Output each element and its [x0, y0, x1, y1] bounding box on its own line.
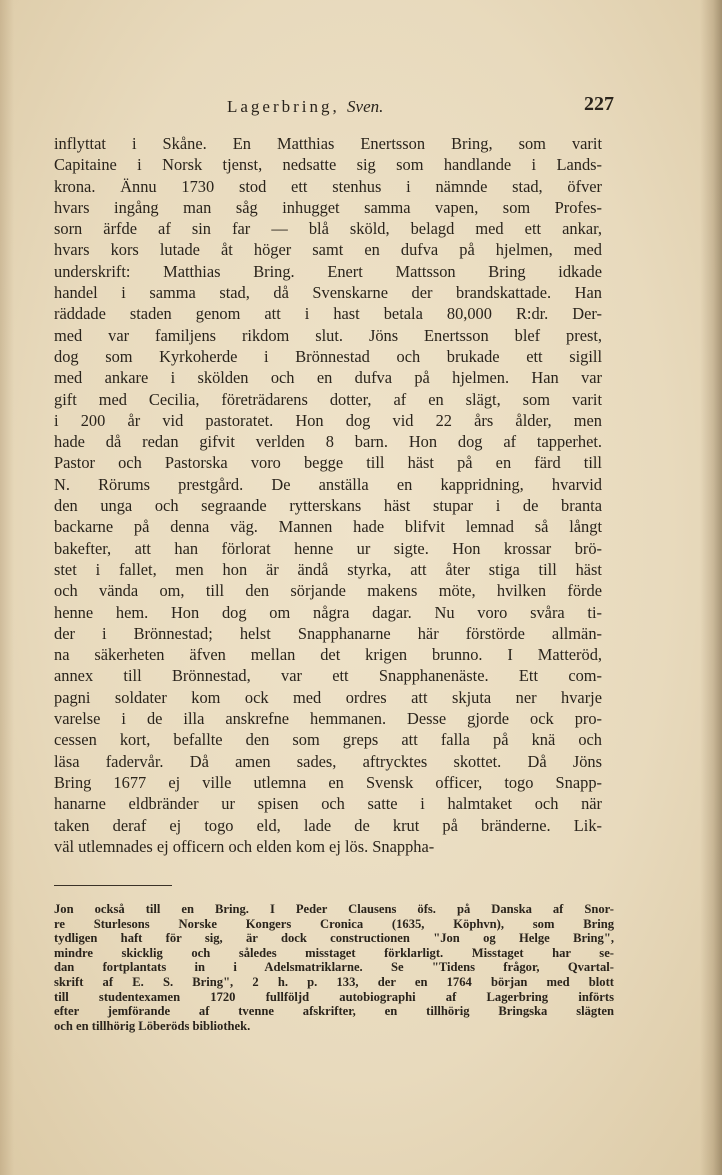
running-title-place: Sven. [347, 97, 384, 116]
text-line: med var familjens rikdom slut. Jöns Enertsson blef prest, [54, 325, 602, 345]
text-line: krona. Ännu 1730 stod ett stenhus i nämnde stad, öfver [54, 176, 602, 196]
text-line: dog som Kyrkoherde i Brönnestad och brukade ett sigill [54, 346, 602, 366]
text-line: pagni soldater kom ock med ordres att skjuta ner hvarje [54, 687, 602, 707]
running-title-name: Lagerbring, [227, 97, 340, 116]
footnote-line: dan fortplantats in i Adelsmatriklarne. Se "Tidens frågor, Qvartal- [54, 960, 614, 975]
text-line: annex till Brönnestad, var ett Snapphanenäste. Ett com- [54, 666, 602, 686]
text-line: taken deraf ej togo eld, lade de krut på bränderne. Lik- [54, 815, 602, 835]
text-line: hade då redan gifvit verlden 8 barn. Hon dog af tapperhet. [54, 432, 602, 452]
text-line: sorn ärfde af sin far — blå sköld, belagd med ett ankar, [54, 219, 602, 239]
footnote-line: och en tillhörig Löberöds bibliothek. [54, 1018, 251, 1033]
footnote-rule [54, 885, 172, 886]
text-line: na säkerheten äfven mellan det krigen brunno. I Matteröd, [54, 645, 602, 665]
text-line: Bring 1677 ej ville utlemna en Svensk officer, togo Snapp- [54, 772, 602, 792]
text-line: bakefter, att han förlorat henne ur sigte. Hon krossar brö- [54, 538, 602, 558]
footnote-line: Jon också till en Bring. I Peder Clausens öfs. på Danska af Snor- [54, 902, 614, 916]
text-line: inflyttat i Skåne. En Matthias Enertsson Bring, som varit [54, 134, 602, 153]
text-line: Pastor och Pastorska voro begge till häst på en färd till [54, 453, 602, 473]
footnote [54, 902, 614, 1033]
text-line: och vända om, till den sörjande makens möte, hvilken förde [54, 581, 602, 601]
text-line: hanarne eldbränder ur spisen och satte i halmtaket och när [54, 794, 602, 814]
text-line: i 200 år vid pastoratet. Hon dog vid 22 års ålder, men [54, 410, 602, 430]
footnote-line: mindre skicklig och således misstaget förklarligt. Misstaget har se- [54, 945, 614, 960]
page-number: 227 [584, 93, 614, 115]
text-line: der i Brönnestad; helst Snapphanarne här förstörde allmän- [54, 623, 602, 643]
page-header [54, 93, 614, 123]
text-line: varelse i de illa anskrefne hemmanen. Desse gjorde ock pro- [54, 709, 602, 729]
text-line: hvars kors lutade åt höger samt en dufva på hjelmen, med [54, 240, 602, 260]
text-line: hvars ingång man såg inhugget samma vapen, som Profes- [54, 197, 602, 217]
text-line: N. Rörums prestgård. De anställa en kappridning, hvarvid [54, 474, 602, 494]
body-text [54, 133, 602, 857]
text-line: Capitaine i Norsk tjenst, nedsatte sig som handlande i Lands- [54, 155, 602, 175]
text-line: stet i fallet, men hon är ändå styrka, att åter stiga till häst [54, 559, 602, 579]
footnote-line: tydligen haft för sig, är dock constructionen "Jon og Helge Bring", [54, 931, 614, 946]
text-line: gift med Cecilia, företrädarens dotter, af en slägt, som varit [54, 389, 602, 409]
footnote-line: till studentexamen 1720 fullföljd autobiographi af Lagerbring införts [54, 989, 614, 1004]
text-line: handel i samma stad, då Svenskarne der brandskattade. Han [54, 283, 602, 303]
text-line: med ankare i skölden och en dufva på hjelmen. Han var [54, 368, 602, 388]
text-line: underskrift: Matthias Bring. Enert Mattsson Bring idkade [54, 261, 602, 281]
page-left-shadow [0, 0, 14, 1175]
running-title [227, 97, 383, 117]
text-line: backarne på denna väg. Mannen hade blifvit lemnad så långt [54, 517, 602, 537]
text-line: räddade staden genom att i hast betala 80,000 R:dr. Der- [54, 304, 602, 324]
text-line: läsa fadervår. Då amen sades, aftrycktes skottet. Då Jöns [54, 751, 602, 771]
footnote-line: skrift af E. S. Bring", 2 h. p. 133, der en 1764 början med blott [54, 974, 614, 989]
text-line: den unga och segraande rytterskans häst stupar i de branta [54, 496, 602, 516]
text-line: väl utlemnades ej officern och elden kom ej lös. Snappha- [54, 836, 435, 856]
text-line: cessen kort, befallte den som greps att falla på knä och [54, 730, 602, 750]
footnote-line: re Sturlesons Norske Kongers Cronica (1635, Köphvn), som Bring [54, 916, 614, 931]
text-line: henne hem. Hon dog om några dagar. Nu voro svåra ti- [54, 602, 602, 622]
footnote-line: efter jemförande af tvenne afskrifter, en tillhörig Bringska slägten [54, 1004, 614, 1019]
page-right-shadow [700, 0, 722, 1175]
